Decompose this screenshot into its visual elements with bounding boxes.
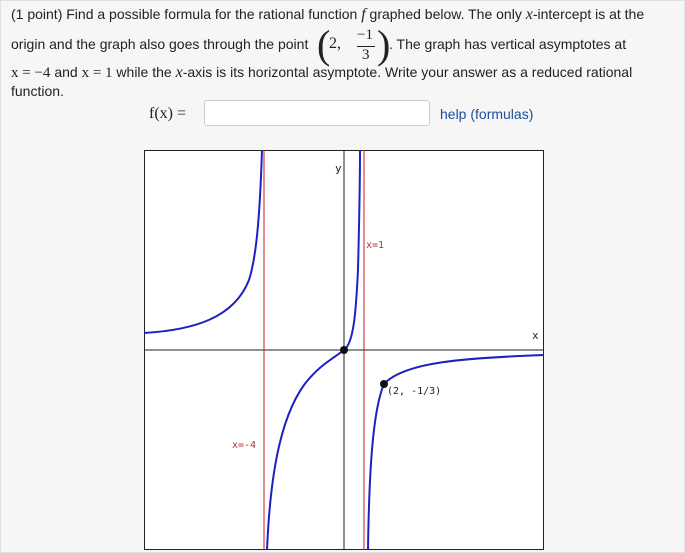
problem-text: origin and the graph also goes through the point bbox=[11, 36, 309, 52]
variable-symbol: x bbox=[525, 6, 533, 23]
answer-label: f(x) = bbox=[149, 105, 187, 122]
help-formulas-link[interactable]: help (formulas) bbox=[440, 106, 534, 122]
point-numerator: −1 bbox=[357, 27, 373, 43]
x-axis-label: x bbox=[532, 329, 539, 342]
asymptote-right-label: x=1 bbox=[366, 240, 385, 251]
y-axis-label: y bbox=[335, 162, 342, 175]
problem-text-line-2b bbox=[389, 35, 626, 53]
variable-symbol: x bbox=[175, 64, 183, 81]
problem-text: function. bbox=[11, 83, 64, 99]
function-graph bbox=[144, 150, 544, 550]
answer-input[interactable] bbox=[204, 100, 430, 126]
problem-text: graphed below. The only bbox=[369, 6, 522, 22]
point-x-value: 2, bbox=[329, 35, 341, 52]
problem-text: and bbox=[54, 64, 78, 80]
left-paren: ( bbox=[317, 22, 331, 67]
problem-text: (1 point) Find a possible formula for the rational function bbox=[11, 6, 358, 22]
right-paren: ) bbox=[377, 22, 391, 67]
math-expression: x = −4 bbox=[11, 65, 51, 81]
function-symbol: f bbox=[361, 6, 366, 23]
problem-text: . The graph has vertical asymptotes at bbox=[389, 36, 627, 52]
problem-text-line-3 bbox=[11, 63, 632, 82]
problem-text: -intercept is at the bbox=[532, 6, 645, 22]
origin-point bbox=[340, 346, 348, 354]
problem-text-line-2 bbox=[11, 35, 308, 53]
point-label: (2, -1/3) bbox=[387, 386, 442, 397]
math-expression: x = 1 bbox=[81, 65, 113, 81]
asymptote-left-label: x=-4 bbox=[232, 440, 257, 451]
problem-text: -axis is its horizontal asymptote. Write your answer as a reduced rational bbox=[182, 64, 633, 80]
problem-text: while the bbox=[116, 64, 172, 80]
point-expression bbox=[317, 22, 399, 67]
point-denominator: 3 bbox=[362, 47, 370, 63]
problem-text-line-4 bbox=[11, 82, 64, 100]
